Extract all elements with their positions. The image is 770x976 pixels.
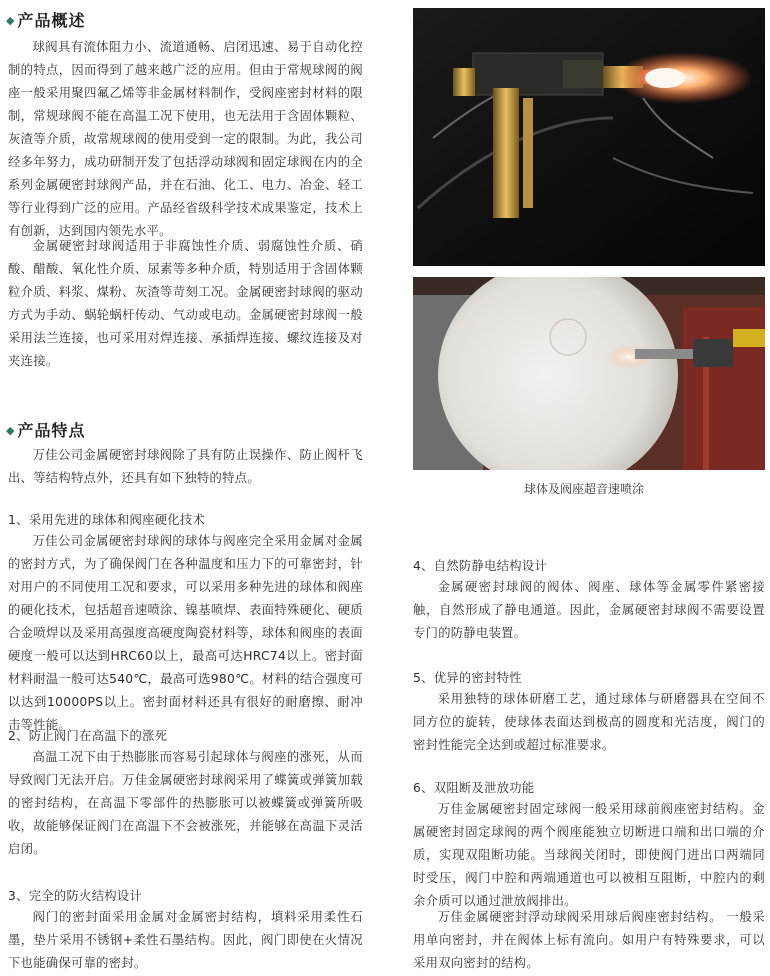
spray-gun-illustration: [413, 8, 765, 266]
features-heading: [6, 418, 85, 441]
feature-5-heading: 5、优异的密封特性: [413, 671, 522, 685]
diamond-bullet-icon: ◆: [6, 424, 16, 437]
feature-2-body: 高温工况下由于热膨胀而容易引起球体与阀座的涨死，从而导致阀门无法开启。万佳金属硬密封球阀采用了蝶簧或弹簧加载的密封结构，在高温下零部件的热膨胀可以被蝶簧或弹簧所吸收，故能够保证阀门在高温下不会被涨死，并能够在高温下灵活启闭。: [8, 750, 363, 856]
spray-gun-photo: [413, 8, 765, 266]
overview-title: 产品概述: [17, 11, 86, 30]
feature-1-body: 万佳公司金属硬密封球阀的球体与阀座完全采用金属对金属的密封方式，为了确保阀门在各种温度和压力下的可靠密封，针对用户的不同使用工况和要求，可以采用多种先进的球体和阀座的硬化技术，包括超音速喷涂、镍基喷焊、表面特殊硬化、硬质合金喷焊以及采用高强度高硬度陶瓷材料等，球体和阀座的表面硬度一般可以达到HRC60以上，最高可达HRC74以上。密封面材料耐温一般可达540℃，最高可选980℃。材料的结合强度可以达到10000PS以上。密封面材料还具有很好的耐磨擦、耐冲击等性能。: [8, 534, 363, 732]
feature-6-heading: 6、双阻断及泄放功能: [413, 781, 535, 795]
overview-paragraph-2: 金属硬密封球阀适用于非腐蚀性介质、弱腐蚀性介质、硝酸、醋酸、氧化性介质、尿素等多种介质，特别适用于含固体颗粒介质、料浆、煤粉、灰渣等苛刻工况。金属硬密封球阀的驱动方式为手动、蜗轮蜗杆传动、气动或电动。金属硬密封球阀一般采用法兰连接，也可采用对焊连接、承插焊连接、螺纹连接及对夹连接。: [8, 239, 363, 368]
feature-3-heading: 3、完全的防火结构设计: [8, 889, 143, 903]
feature-2-heading: 2、防止阀门在高温下的涨死: [8, 729, 168, 743]
ball-coating-illustration: [413, 277, 765, 470]
feature-6-body-1: 万佳金属硬密封固定球阀一般采用球前阀座密封结构。金属硬密封固定球阀的两个阀座能独立切断进口端和出口端的介质，实现双阻断功能。当球阀关闭时，即使阀门进出口两端同时受压，阀门中腔和两端通道也可以被相互阻断，中腔内的剩余介质可以通过泄放阀排出。: [413, 802, 765, 908]
features-intro: 万佳公司金属硬密封球阀除了具有防止误操作、防止阀杆飞出、等结构特点外，还具有如下独特的特点。: [8, 448, 363, 485]
feature-1-heading: 1、采用先进的球体和阀座硬化技术: [8, 513, 206, 527]
feature-4-heading: 4、自然防静电结构设计: [413, 559, 548, 573]
photo-caption: 球体及阀座超音速喷涂: [524, 482, 645, 496]
overview-paragraph-1: 球阀具有流体阻力小、流道通畅、启闭迅速、易于自动化控制的特点，因而得到了越来越广泛的应用。但由于常规球阀的阀座一般采用聚四氟乙烯等非金属材料制作，受阀座密封材料的限制，常规球阀不能在高温工况下使用，也无法用于含固体颗粒、灰渣等介质，故常规球阀的使用受到一定的限制。为此，我公司经多年努力，成功研制开发了包括浮动球阀和固定球阀在内的全系列金属硬密封球阀产品，并在石油、化工、电力、冶金、轻工等行业得到广泛的应用。产品经省级科学技术成果鉴定，技术上有创新，达到国内领先水平。: [8, 40, 363, 238]
overview-heading: [6, 8, 85, 31]
feature-4-body: 金属硬密封球阀的阀体、阀座、球体等金属零件紧密接触，自然形成了静电通道。因此，金属硬密封球阀不需要设置专门的防静电装置。: [413, 580, 765, 640]
feature-6-body-2: 万佳金属硬密封浮动球阀采用球后阀座密封结构。 一般采用单向密封，并在阀体上标有流向。如用户有特殊要求，可以采用双向密封的结构。: [413, 910, 765, 970]
ball-spray-photo: [413, 277, 765, 470]
feature-3-body: 阀门的密封面采用金属对金属密封结构，填料采用柔性石墨，垫片采用不锈钢+柔性石墨结构。因此，阀门即使在火情况下也能确保可靠的密封。: [8, 910, 363, 970]
feature-5-body: 采用独特的球体研磨工艺，通过球体与研磨器具在空间不同方位的旋转，使球体表面达到极高的圆度和光洁度，阀门的密封性能完全达到或超过标准要求。: [413, 692, 765, 752]
features-title: 产品特点: [17, 421, 86, 440]
diamond-bullet-icon: ◆: [6, 14, 16, 27]
